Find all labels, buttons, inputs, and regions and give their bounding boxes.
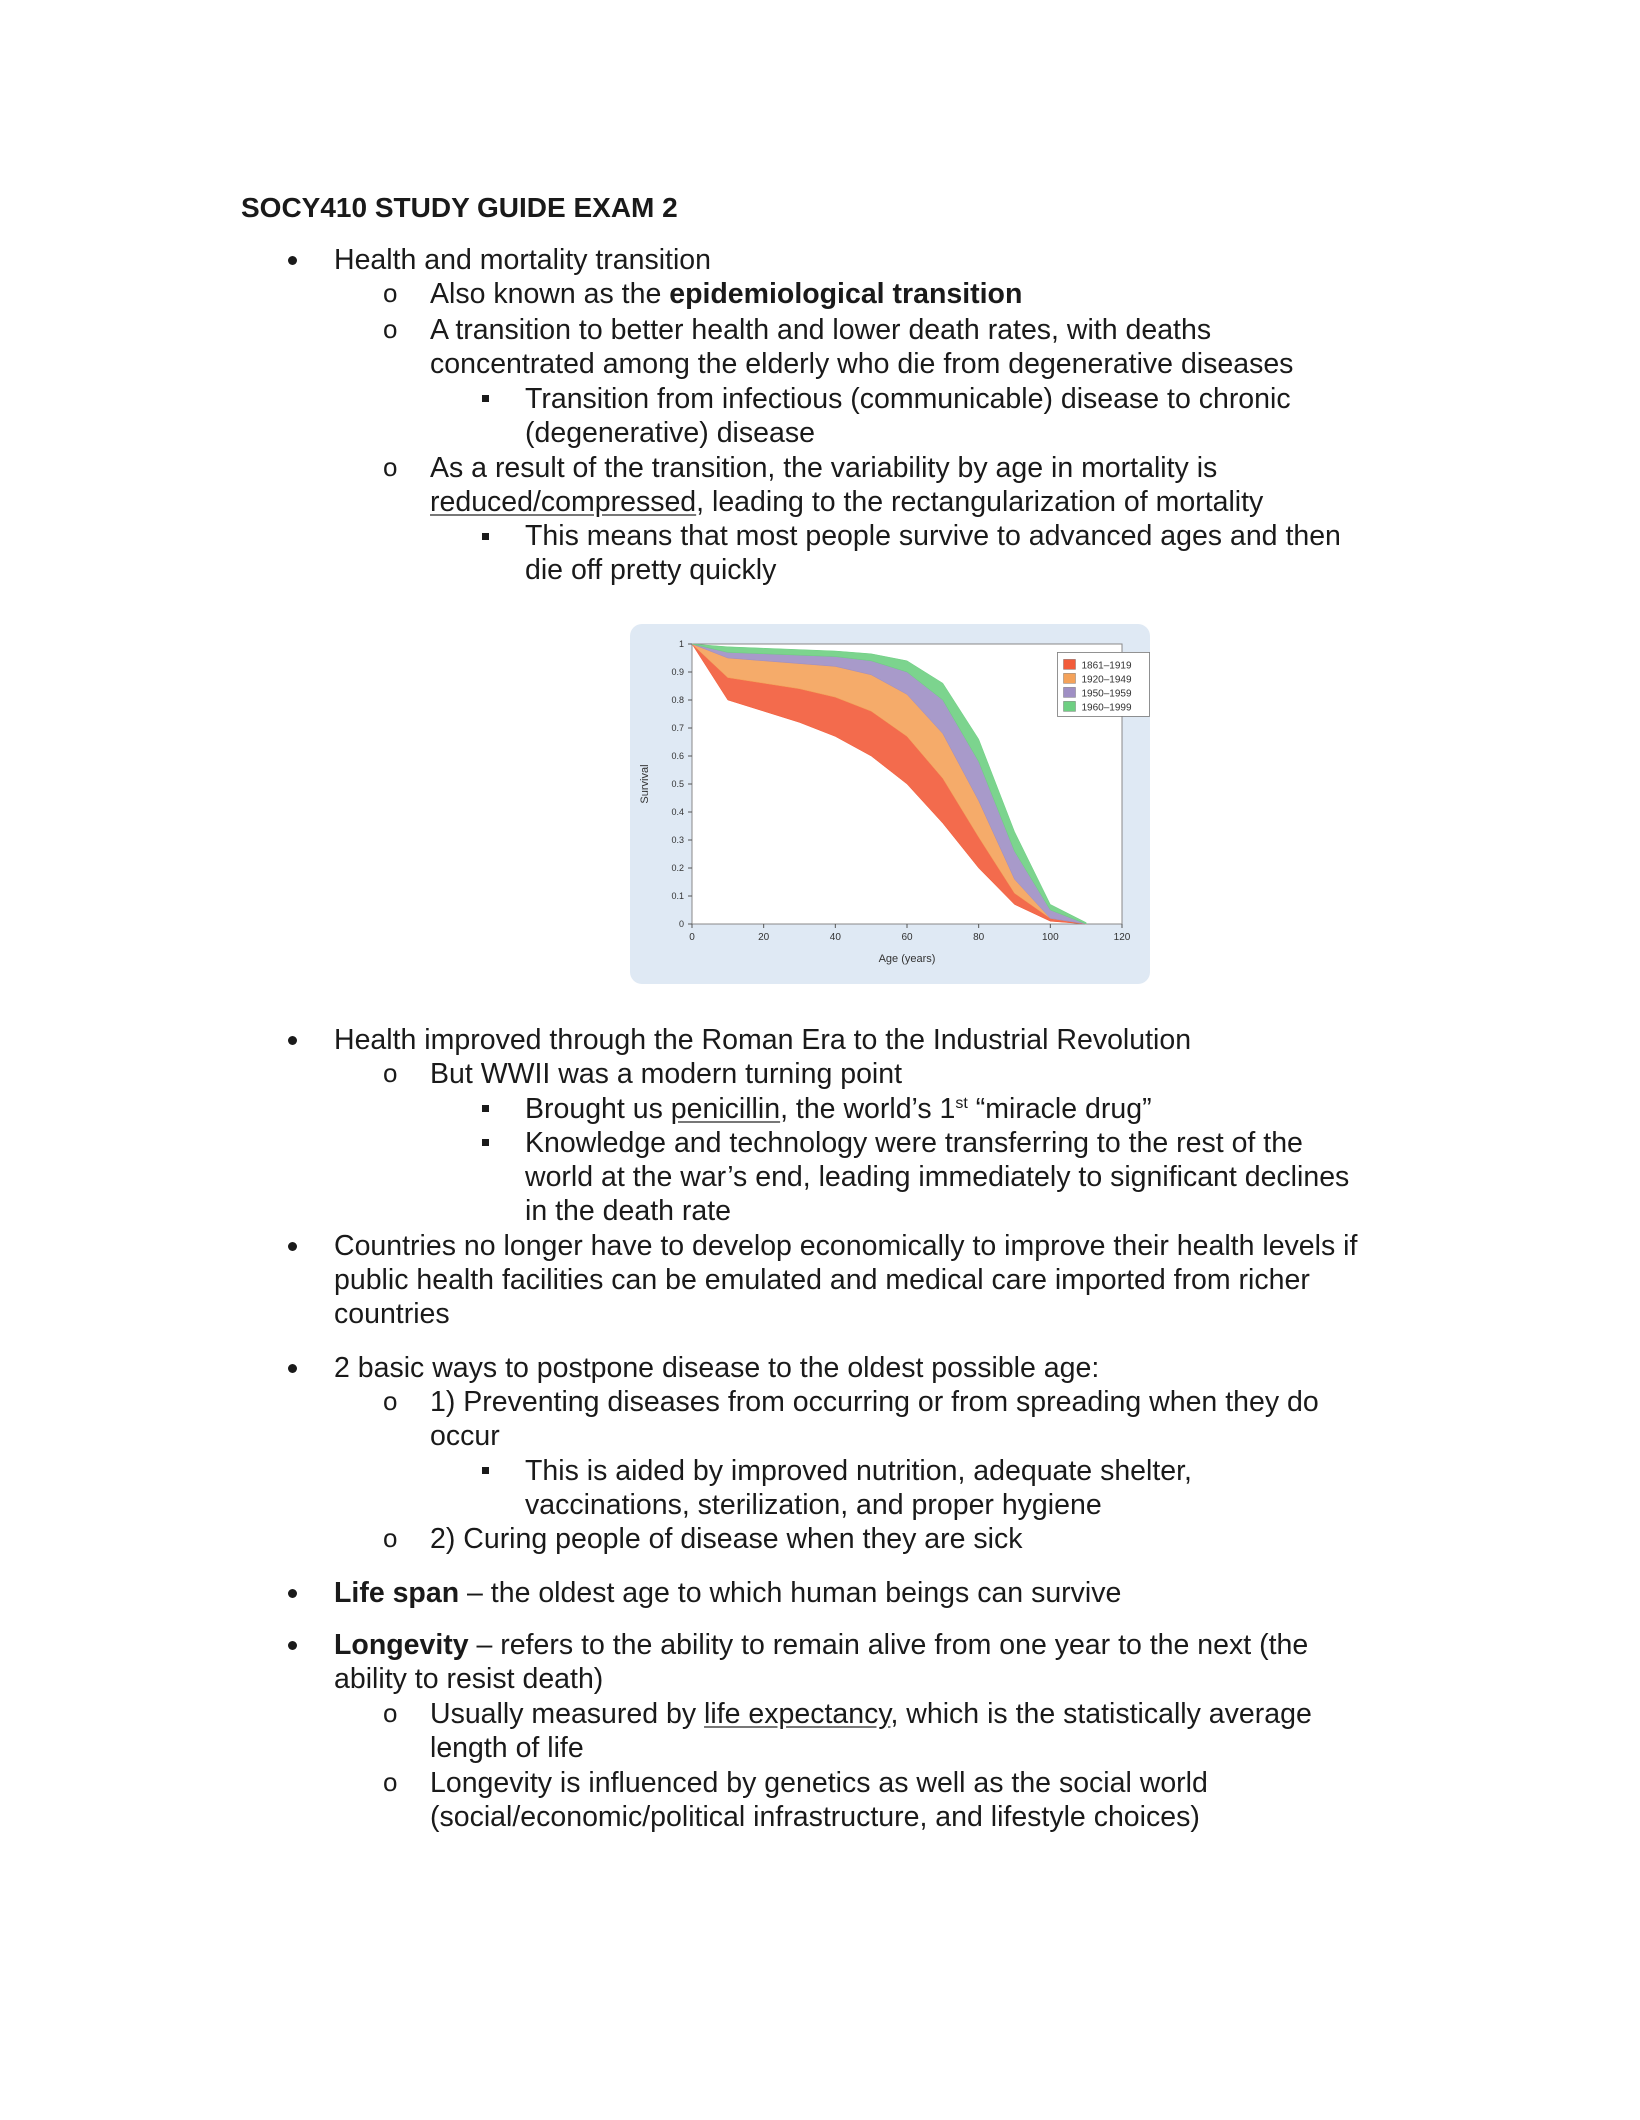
y-tick-label: 0.9 (671, 667, 684, 677)
text-line: Knowledge and technology were transferring to the rest of the (525, 1127, 1303, 1159)
text-line: Usually measured by life expectancy, which is the statistically average (430, 1698, 1312, 1730)
text-line: Health improved through the Roman Era to the Industrial Revolution (334, 1024, 1192, 1056)
survival-chart (630, 624, 1150, 984)
text-line: die off pretty quickly (525, 554, 777, 586)
term-epidemiological-transition: epidemiological transition (669, 278, 1023, 310)
text-line: reduced/compressed, leading to the rectangularization of mortality (430, 486, 1264, 518)
bullet (288, 1242, 297, 1251)
text-line: A transition to better health and lower death rates, with deaths (430, 314, 1212, 346)
text-line: But WWII was a modern turning point (430, 1058, 903, 1090)
text-line: As a result of the transition, the variability by age in mortality is (430, 452, 1218, 484)
bullet (288, 256, 297, 265)
x-tick-label: 100 (1041, 932, 1059, 943)
legend-label: 1861–1919 (1081, 660, 1132, 672)
text-line: in the death rate (525, 1195, 731, 1227)
text-line: Also known as the epidemiological transition (430, 278, 1023, 310)
document-title: SOCY410 STUDY GUIDE EXAM 2 (241, 192, 678, 223)
text-line: length of life (430, 1732, 584, 1764)
y-tick-label: 0.3 (671, 835, 684, 845)
sub-bullet: o (383, 1698, 398, 1728)
text-line: This is aided by improved nutrition, adequate shelter, (525, 1455, 1192, 1487)
survival-chart-svg (630, 624, 1150, 984)
text-line: Longevity is influenced by genetics as well as the social world (430, 1767, 1208, 1799)
sub-bullet: o (383, 1767, 398, 1797)
y-tick-label: 0.5 (671, 779, 684, 789)
sub-sub-bullet (482, 1105, 489, 1112)
x-tick-label: 20 (758, 932, 770, 943)
bullet (288, 1589, 297, 1598)
text-line: Life span – the oldest age to which human beings can survive (334, 1577, 1122, 1609)
bullet (288, 1641, 297, 1650)
sub-bullet: o (383, 452, 398, 482)
term-penicillin: penicillin (670, 1093, 781, 1125)
sub-sub-bullet (482, 1139, 489, 1146)
term-life-expectancy: life expectancy (704, 1698, 891, 1730)
y-tick-label: 0.2 (671, 863, 684, 873)
text-line: 2 basic ways to postpone disease to the oldest possible age: (334, 1352, 1100, 1384)
text-line: (degenerative) disease (525, 417, 815, 449)
sub-sub-bullet (482, 395, 489, 402)
text-line: occur (430, 1420, 500, 1452)
sub-sub-bullet (482, 533, 489, 540)
sub-bullet: o (383, 1523, 398, 1553)
y-tick-label: 0 (678, 919, 684, 929)
y-tick-label: 0.6 (671, 751, 684, 761)
text-line: ability to resist death) (334, 1663, 604, 1695)
legend-label: 1950–1959 (1081, 688, 1132, 700)
text-line: concentrated among the elderly who die from degenerative diseases (430, 348, 1294, 380)
text-line: Health and mortality transition (334, 244, 712, 276)
bullet (288, 1036, 297, 1045)
text-line: (social/economic/political infrastructure, and lifestyle choices) (430, 1801, 1200, 1833)
sub-bullet: o (383, 1058, 398, 1088)
text-line: Longevity – refers to the ability to remain alive from one year to the next (the (334, 1629, 1309, 1661)
text-line: Brought us penicillin, the world’s 1st “miracle drug” (525, 1093, 1152, 1125)
x-tick-label: 0 (689, 932, 695, 943)
x-tick-label: 60 (901, 932, 913, 943)
text-line: public health facilities can be emulated and medical care imported from richer (334, 1264, 1310, 1296)
text-line: This means that most people survive to advanced ages and then (525, 520, 1341, 552)
text-line: Countries no longer have to develop economically to improve their health levels if (334, 1230, 1358, 1262)
x-tick-label: 120 (1113, 932, 1131, 943)
legend-swatch (1064, 659, 1076, 669)
legend-swatch (1064, 701, 1076, 711)
x-axis-label: Age (years) (878, 953, 936, 965)
text-line: countries (334, 1298, 450, 1330)
term-reduced-compressed: reduced/compressed (430, 486, 697, 518)
term-longevity: Longevity (334, 1629, 469, 1661)
y-tick-label: 0.4 (671, 807, 684, 817)
text-line: 2) Curing people of disease when they are sick (430, 1523, 1023, 1555)
text-line: world at the war’s end, leading immediately to significant declines (525, 1161, 1350, 1193)
term-life-span: Life span (334, 1577, 460, 1609)
y-axis-label: Survival (639, 764, 651, 804)
sub-sub-bullet (482, 1467, 489, 1474)
text-line: vaccinations, sterilization, and proper hygiene (525, 1489, 1102, 1521)
legend-swatch (1064, 673, 1076, 683)
sub-bullet: o (383, 314, 398, 344)
x-tick-label: 80 (973, 932, 985, 943)
y-tick-label: 0.7 (671, 723, 684, 733)
x-tick-label: 40 (829, 932, 841, 943)
legend-swatch (1064, 687, 1076, 697)
sub-bullet: o (383, 278, 398, 308)
text-line: Transition from infectious (communicable) disease to chronic (525, 383, 1291, 415)
bullet (288, 1364, 297, 1373)
y-tick-label: 1 (678, 639, 684, 649)
y-tick-label: 0.8 (671, 695, 684, 705)
legend-label: 1920–1949 (1081, 674, 1132, 686)
y-tick-label: 0.1 (671, 891, 684, 901)
sub-bullet: o (383, 1386, 398, 1416)
legend-label: 1960–1999 (1081, 702, 1132, 714)
text-line: 1) Preventing diseases from occurring or from spreading when they do (430, 1386, 1319, 1418)
